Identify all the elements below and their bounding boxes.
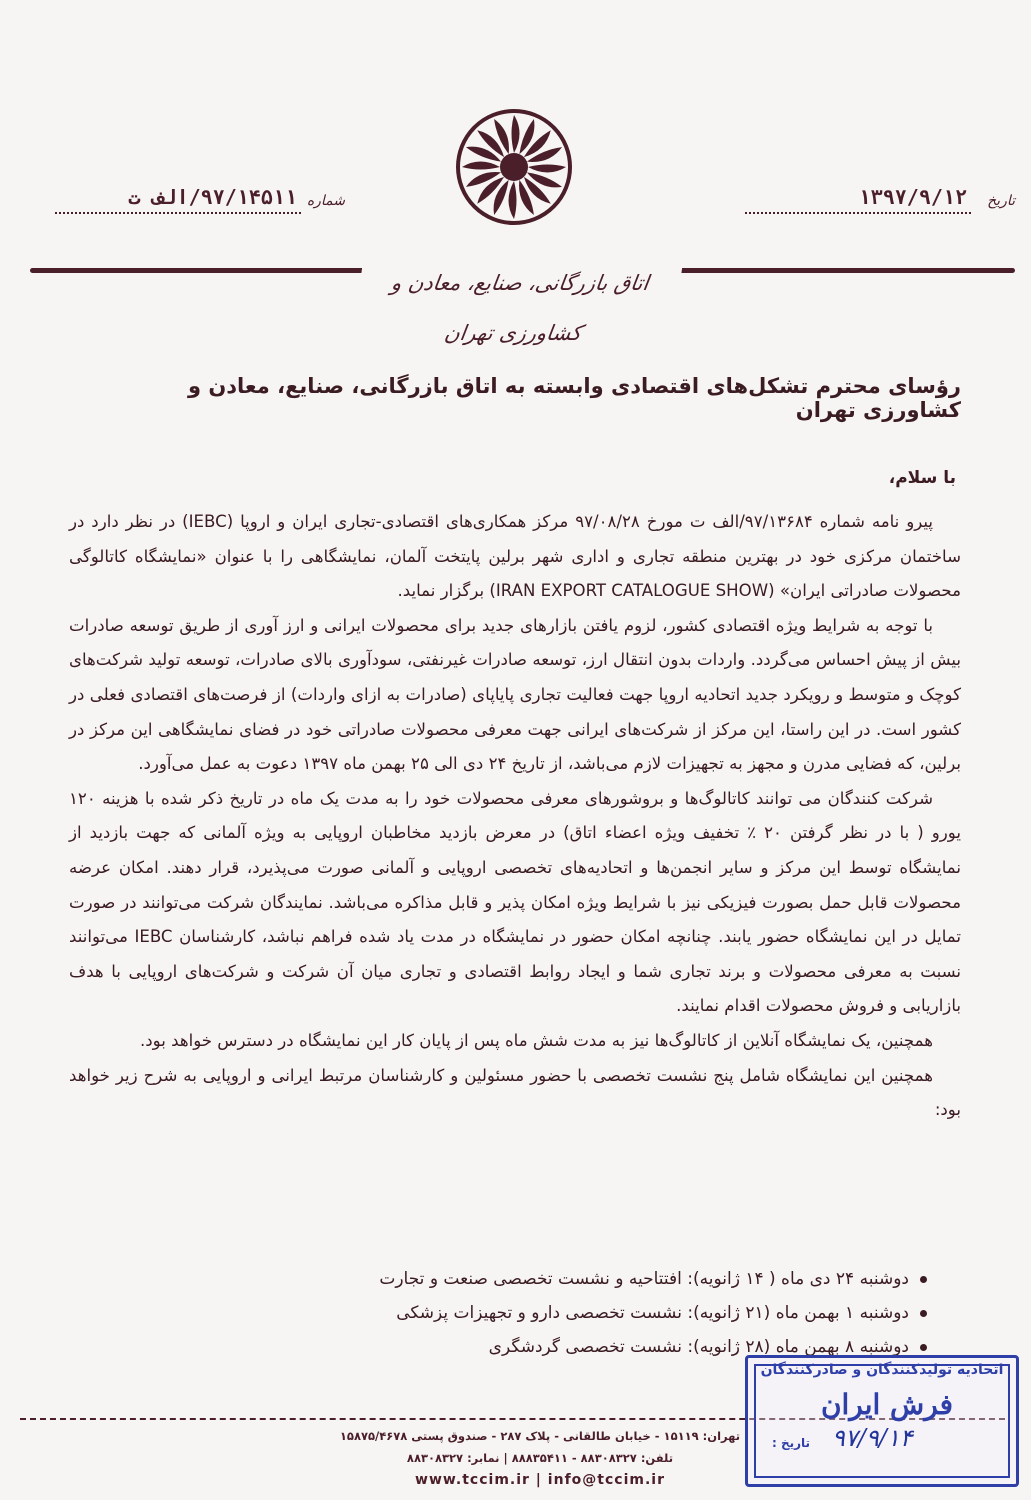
footer-address: تهران: ۱۵۱۱۹ - خیابان طالقانی - پلاک ۲۸۷ - صندوق پستی ۱۵۸۷۵/۴۶۷۸ [339, 1429, 741, 1443]
footer-web: www.tccim.ir | info@tccim.ir [415, 1472, 665, 1488]
session-list [111, 1262, 931, 1364]
paragraph: همچنین این نمایشگاه شامل پنج نشست تخصصی با حضور مسئولین و کارشناسان مرتبط ایرانی و اروپایی به شرح زیر خواهد بود: [69, 1065, 961, 1120]
stamp-date-label: تاریخ : [772, 1436, 811, 1450]
recipient-heading: رؤسای محترم تشکل‌های اقتصادی وابسته به اتاق بازرگانی، صنایع، معادن و کشاورزی تهران [187, 374, 961, 422]
received-stamp [745, 1355, 1019, 1487]
number-value: ۹۷/۱۴۵۱۱/الف ت [128, 185, 297, 209]
emblem-petal [462, 162, 500, 170]
organization-name: اتاق بازرگانی، صنایع، معادن و کشاورزی تهران [356, 258, 683, 308]
paragraph: پیرو نامه شماره ۹۷/۱۳۶۸۴/الف ت مورخ ۹۷/۰۸/۲۸ مرکز همکاری‌های اقتصادی-تجاری ایران و اروپا (IEBC) در نظر دارد در ساختمان مرکزی خود در بهترین منطقه تجاری و اداری شهر برلین پایتخت آلمان، نمایشگاهی را با عنوان «نمایشگاه کاتالوگی محصولات صادراتی ایران» (IRAN EXPORT CATALOGUE SHOW) برگزار نماید. [69, 512, 961, 601]
number-dots [55, 212, 301, 214]
stamp-header: اتحادیه تولیدکنندگان و صادرکنندگان [760, 1362, 1004, 1378]
date-value: ۱۳۹۷/۹/۱۲ [858, 185, 967, 209]
date-dots [745, 212, 971, 214]
greeting: با سلام، [888, 468, 956, 488]
stamp-brand: فرش ایران [820, 1388, 954, 1421]
letter-date [745, 185, 1015, 225]
list-item: دوشنبه ۸ بهمن ماه (۲۸ ژانویه): نشست تخصصی گردشگری [111, 1330, 931, 1364]
list-item: دوشنبه ۱ بهمن ماه (۲۱ ژانویه): نشست تخصصی دارو و تجهیزات پزشکی [111, 1296, 931, 1330]
footer-phones: تلفن: ۸۸۳۰۸۳۲۷ - ۸۸۸۳۵۴۱۱ | نمابر: ۸۸۳۰۸۳۲۷ [406, 1451, 674, 1465]
paragraph: شرکت کنندگان می توانند کاتالوگ‌ها و بروشورهای معرفی محصولات خود را به مدت یک ماه در تاریخ ذکر شده با هزینه ۱۲۰ یورو ( با در نظر گرفتن ۲۰ ٪ تخفیف ویژه اعضاء اتاق) در معرض بازدید مخاطبان اروپایی به ویژه آلمانی که جهت بازدید از نمایشگاه توسط این مرکز و سایر انجمن‌ها و اتحادیه‌های تخصصی اروپایی و آلمانی صورت می‌پذیرد، قرار دهند. امکان عرضه محصولات قابل حمل بصورت فیزیکی نیز با شرایط ویژه امکان پذیر و قابل مذاکره می‌باشد. نمایندگان شرکت می‌توانند در صورت تمایل در این نمایشگاه حضور یابند. چنانچه امکان حضور در نمایشگاه در مدت یاد شده فراهم نباشد، کارشناسان IEBC می‌توانند نسبت به معرفی محصولات و برند تجاری شما و ایجاد روابط اقتصادی و تجاری میان آن شرکت و شرکت‌های اروپایی با هدف بازاریابی و فروش محصولات اقدام نمایند. [69, 788, 961, 1016]
footer [330, 1425, 750, 1491]
stamp-date-handwritten: ۹۷/۹/۱۴ [832, 1424, 913, 1452]
chamber-emblem-icon [455, 108, 573, 226]
emblem-petal [512, 115, 520, 153]
letter-body [69, 505, 961, 1128]
emblem-petal [528, 165, 566, 173]
paragraph: همچنین، یک نمایشگاه آنلاین از کاتالوگ‌ها نیز به مدت شش ماه پس از پایان کار این نمایشگاه در دسترس خواهد بود. [140, 1030, 933, 1050]
number-label: شماره [306, 193, 345, 209]
paragraph: با توجه به شرایط ویژه اقتصادی کشور، لزوم یافتن بازارهای جدید برای محصولات ایرانی و ارز آوری از طریق توسعه صادرات بیش از پیش احساس می‌گردد. واردات بدون انتقال ارز، توسعه صادرات غیرنفتی، سودآوری بالای صادرات، توسعه تولید شرکت‌های کوچک و متوسط و رویکرد جدید اتحادیه اروپا جهت فعالیت تجاری پایاپای (صادرات به ازای واردات) از فرصت‌های اقتصادی فعلی در کشور است. در این راستا، این مرکز از شرکت‌های ایرانی جهت معرفی محصولات صادراتی خود در فضای نمایشگاهی این مرکز در برلین، که فضایی مدرن و مجهز به تجهیزات لازم می‌باشد، از تاریخ ۲۴ دی الی ۲۵ بهمن ماه ۱۳۹۷ دعوت به عمل می‌آورد. [69, 615, 961, 774]
stamp-frame [754, 1364, 1010, 1478]
date-label: تاریخ [987, 193, 1015, 209]
letter-number [55, 185, 345, 225]
list-item: دوشنبه ۲۴ دی ماه ( ۱۴ ژانویه): افتتاحیه و نشست تخصصی صنعت و تجارت [111, 1262, 931, 1296]
emblem-petal [509, 181, 517, 219]
